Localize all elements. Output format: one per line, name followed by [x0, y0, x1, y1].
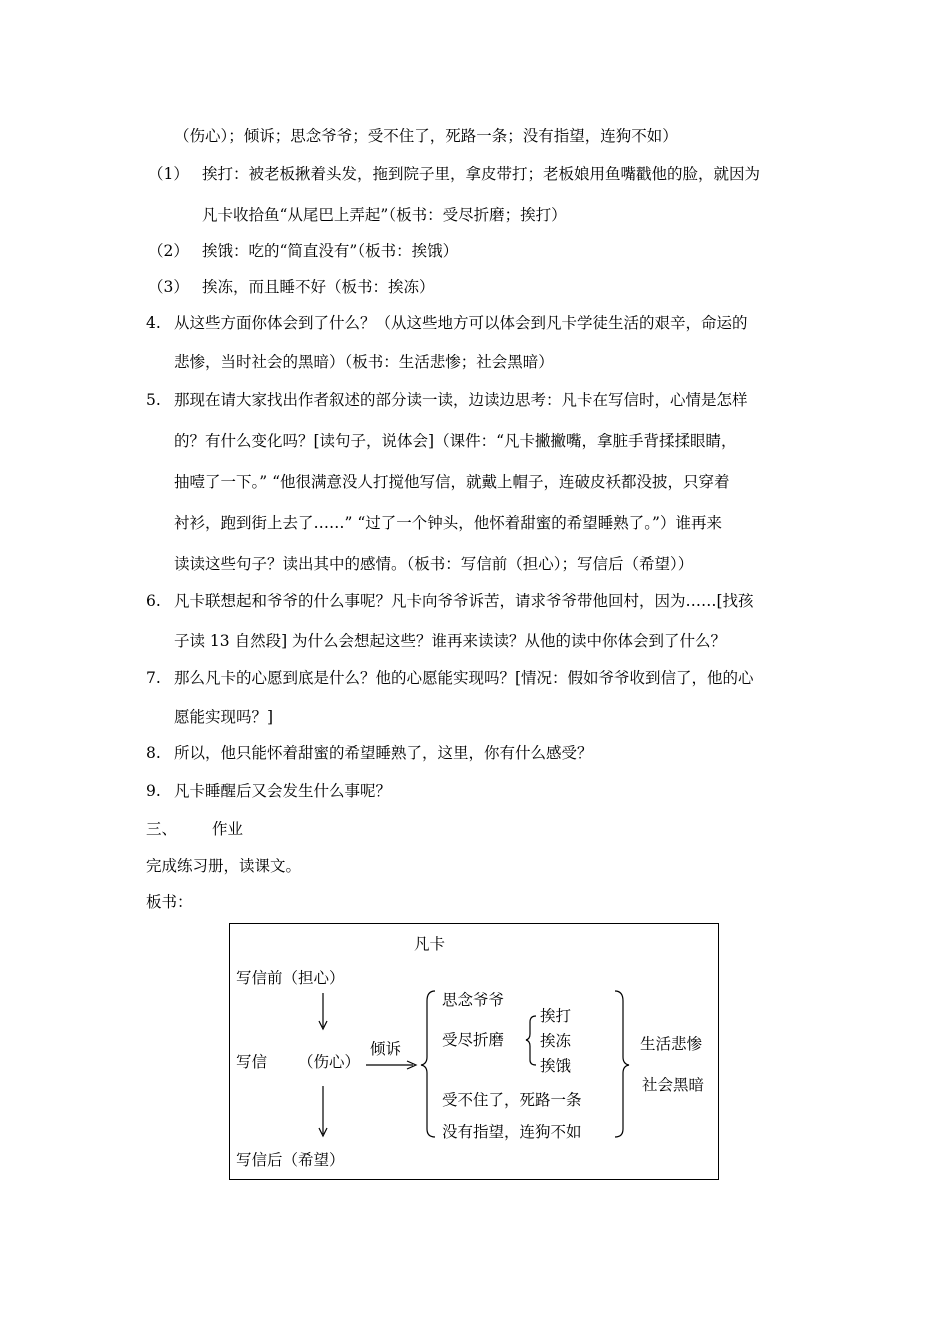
q5-line-d: 衬衫，跑到街上去了……” “过了一个钟头，他怀着甜蜜的希望睡熟了。”）谁再来	[174, 514, 722, 532]
homework-line: 完成练习册，读课文。	[146, 857, 302, 875]
q5-line-a: 那现在请大家找出作者叙述的部分读一读，边读边思考：凡卡在写信时，心情是怎样	[174, 391, 748, 409]
board-beaten: 挨打	[540, 1007, 572, 1025]
q6-line-b: 子读 13 自然段] 为什么会想起这些？谁再来读读？从他的读中你体会到了什么？	[174, 632, 727, 650]
q5-line-b: 的？有什么变化吗？[读句子，说体会]（课件：“凡卡撇撇嘴，拿脏手背揉揉眼睛，	[174, 432, 737, 450]
board-life-miserable: 生活悲惨	[640, 1035, 703, 1053]
item-1-number: （1）	[148, 165, 189, 183]
q4-line-b: 悲惨，当时社会的黑暗）（板书：生活悲惨；社会黑暗）	[174, 353, 554, 371]
board-frozen: 挨冻	[540, 1032, 572, 1050]
item-3-number: （3）	[148, 278, 189, 296]
q4-line-a: 从这些方面你体会到了什么？（从这些地方可以体会到凡卡学徒生活的艰辛，命运的	[174, 314, 748, 332]
board-label: 板书：	[146, 893, 193, 911]
board-hungry: 挨饿	[540, 1057, 572, 1075]
board-writing: 写信	[236, 1053, 268, 1071]
item-2-line: 挨饿：吃的“简直没有”（板书：挨饿）	[202, 242, 459, 260]
board-suffer: 受尽折磨	[442, 1031, 505, 1049]
board-miss-grandpa: 思念爷爷	[442, 991, 505, 1009]
small-brace	[526, 1016, 536, 1065]
board-after-writing: 写信后（希望）	[236, 1151, 345, 1169]
q7-line-a: 那么凡卡的心愿到底是什么？他的心愿能实现吗？[情况：假如爷爷收到信了，他的心	[174, 669, 754, 687]
section-3-number: 三、	[146, 820, 178, 838]
left-brace	[421, 991, 435, 1137]
q8-line: 所以，他只能怀着甜蜜的希望睡熟了，这里，你有什么感受？	[174, 744, 593, 762]
item-2-number: （2）	[148, 242, 189, 260]
board-society-dark: 社会黑暗	[642, 1076, 705, 1094]
board-no-hope: 没有指望，连狗不如	[442, 1123, 582, 1141]
q4-number: 4.	[146, 314, 161, 332]
item-3-line: 挨冻，而且睡不好（板书：挨冻）	[202, 278, 435, 296]
board-cannot-bear: 受不住了，死路一条	[442, 1091, 582, 1109]
q5-number: 5.	[146, 391, 161, 409]
q8-number: 8.	[146, 744, 161, 762]
blackboard-diagram	[229, 923, 719, 1180]
board-title: 凡卡	[414, 935, 446, 953]
section-3-title: 作业	[212, 820, 244, 838]
l1: （伤心）；倾诉；思念爷爷；受不住了，死路一条；没有指望，连狗不如）	[174, 127, 678, 145]
q6-number: 6.	[146, 592, 161, 610]
q5-line-c: 抽噎了一下。” “他很满意没人打搅他写信，就戴上帽子，连破皮袄都没披，只穿着	[174, 473, 730, 491]
board-confide: 倾诉	[370, 1040, 402, 1058]
item-1-line-b: 凡卡收拾鱼“从尾巴上弄起”（板书：受尽折磨；挨打）	[202, 206, 567, 224]
q7-line-b: 愿能实现吗？]	[174, 708, 274, 726]
q5-line-e: 读读这些句子？读出其中的感情。（板书：写信前（担心）；写信后（希望））	[174, 555, 694, 573]
q6-line-a: 凡卡联想起和爷爷的什么事呢？凡卡向爷爷诉苦，请求爷爷带他回村，因为……[找孩	[174, 592, 754, 610]
q9-line: 凡卡睡醒后又会发生什么事呢？	[174, 782, 392, 800]
q9-number: 9.	[146, 782, 161, 800]
board-before-writing: 写信前（担心）	[236, 969, 345, 987]
item-1-line-a: 挨打：被老板揪着头发，拖到院子里，拿皮带打；老板娘用鱼嘴戳他的脸，就因为	[202, 165, 761, 183]
right-brace	[615, 991, 629, 1137]
q7-number: 7.	[146, 669, 161, 687]
board-sad: （伤心）	[298, 1053, 361, 1071]
